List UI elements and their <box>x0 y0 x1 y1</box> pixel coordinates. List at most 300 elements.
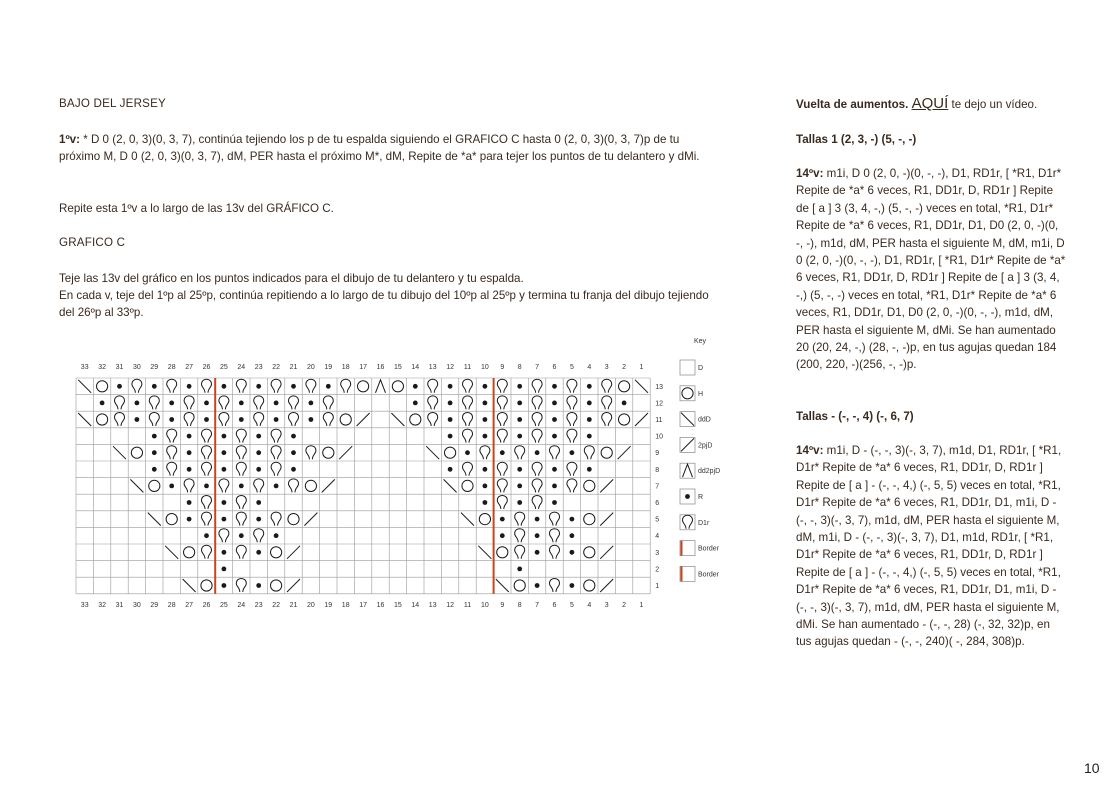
symbol-twisted <box>480 446 490 460</box>
row-label: 1 <box>655 583 660 590</box>
chart-stitch <box>167 446 177 460</box>
symbol-dot <box>685 494 690 499</box>
column-label-top: 15 <box>394 364 402 371</box>
chart-stitch <box>448 417 453 422</box>
symbol-twisted <box>497 479 507 493</box>
chart-stitch <box>187 450 192 455</box>
symbol-dot <box>570 583 575 588</box>
chart-stitch <box>602 396 612 410</box>
chart-stitch <box>600 479 613 492</box>
chart-stitch <box>183 579 196 592</box>
symbol-slash <box>600 579 613 592</box>
symbol-dot <box>239 533 244 538</box>
chart-stitch <box>97 381 108 392</box>
chart-stitch <box>271 580 282 591</box>
chart-stitch <box>517 401 522 406</box>
chart-stitch <box>236 446 246 460</box>
symbol-dot <box>204 417 209 422</box>
chart-stitch <box>483 384 488 389</box>
video-link[interactable]: AQUÍ <box>911 95 949 112</box>
symbol-dot <box>465 450 470 455</box>
chart-stitch <box>184 413 194 427</box>
column-label-bottom: 22 <box>272 601 280 609</box>
column-label-bottom: 1 <box>639 601 644 609</box>
key-item <box>680 386 703 401</box>
chart-stitch <box>587 467 592 472</box>
column-label-bottom: 33 <box>80 601 89 609</box>
symbol-circle <box>410 414 421 425</box>
symbol-twisted <box>254 396 264 410</box>
chart-stitch <box>339 446 352 459</box>
column-label-bottom: 17 <box>359 601 367 609</box>
symbol-dot <box>483 434 488 439</box>
symbol-slash <box>287 579 300 592</box>
column-label-bottom: 3 <box>604 601 609 609</box>
chart-stitch <box>271 429 281 443</box>
chart-stitch <box>496 579 509 592</box>
chart-stitch <box>78 413 91 426</box>
chart-stitch <box>550 579 560 593</box>
column-label-bottom: 4 <box>587 601 592 609</box>
symbol-twisted <box>550 512 560 526</box>
symbol-dot <box>622 401 627 406</box>
column-label-bottom: 14 <box>411 601 420 609</box>
column-label-bottom: 23 <box>254 601 263 609</box>
symbol-backslash <box>113 446 126 459</box>
chart-stitch <box>535 533 540 538</box>
chart-stitch <box>305 480 316 491</box>
symbol-twisted <box>202 545 212 559</box>
chart-stitch <box>131 447 142 458</box>
symbol-dot <box>256 450 261 455</box>
symbol-dot <box>552 467 557 472</box>
symbol-slash <box>618 446 631 459</box>
symbol-dot <box>291 384 296 389</box>
symbol-caret <box>376 380 386 393</box>
symbol-twisted <box>602 379 612 393</box>
chart-stitch <box>202 462 212 476</box>
chart-stitch <box>587 417 592 422</box>
symbol-circle <box>305 480 316 491</box>
chart-stitch <box>256 450 261 455</box>
symbol-circle <box>201 580 212 591</box>
chart-stitch <box>97 414 108 425</box>
symbol-circle <box>271 580 282 591</box>
chart-stitch <box>148 513 161 526</box>
round-14-label-2: 14ºv: <box>796 444 824 457</box>
symbol-dot <box>274 401 279 406</box>
chart-stitch <box>515 529 525 543</box>
chart-stitch <box>392 381 403 392</box>
symbol-dot <box>517 434 522 439</box>
chart-stitch <box>274 533 279 538</box>
chart-stitch <box>187 500 192 505</box>
chart-stitch <box>619 381 630 392</box>
chart-stitch <box>149 413 159 427</box>
chart-stitch <box>497 547 508 558</box>
chart-stitch <box>222 384 227 389</box>
column-label-bottom: 6 <box>552 601 557 609</box>
symbol-dot <box>152 434 157 439</box>
row-label: 11 <box>655 417 663 424</box>
chart-stitch <box>483 434 488 439</box>
symbol-dot <box>135 417 140 422</box>
chart-stitch <box>552 500 557 505</box>
symbol-dot <box>535 583 540 588</box>
symbol-slash <box>600 546 613 559</box>
column-label-bottom: 12 <box>446 601 454 609</box>
symbol-twisted <box>236 512 246 526</box>
column-label-top: 10 <box>481 364 489 371</box>
symbol-dot <box>239 484 244 489</box>
symbol-twisted <box>463 396 473 410</box>
symbol-twisted <box>532 479 542 493</box>
symbol-twisted <box>341 379 351 393</box>
symbol-dot <box>222 384 227 389</box>
column-label-top: 31 <box>115 364 124 371</box>
symbol-dot <box>448 384 453 389</box>
chart-stitch <box>448 467 453 472</box>
chart-stitch <box>567 396 577 410</box>
chart-stitch <box>600 546 613 559</box>
chart-stitch <box>497 429 507 443</box>
chart-stitch <box>169 417 174 422</box>
chart-stitch <box>219 479 229 493</box>
symbol-circle <box>584 514 595 525</box>
chart-stitch <box>326 384 331 389</box>
chart-intro-line-2: En cada v, teje del 1ºp al 25ºp, continúa repitiendo a lo largo de tu dibujo del 10ºp al 25ºp y termina tu franja del dibujo tejiendo del 26ºp al 33ºp. <box>59 289 709 320</box>
chart-stitch <box>517 484 522 489</box>
chart-stitch <box>428 396 438 410</box>
symbol-dot <box>517 484 522 489</box>
symbol-backslash <box>426 446 439 459</box>
chart-stitch <box>254 529 264 543</box>
column-label-bottom: 13 <box>428 601 437 609</box>
symbol-dot <box>448 401 453 406</box>
key-item <box>680 541 720 556</box>
chart-stitch <box>204 401 209 406</box>
column-label-top: 17 <box>359 364 367 371</box>
chart-stitch <box>78 380 91 393</box>
chart-stitch <box>532 496 542 510</box>
chart-stitch <box>567 462 577 476</box>
symbol-twisted <box>497 413 507 427</box>
symbol-circle <box>601 447 612 458</box>
symbol-circle <box>619 414 630 425</box>
chart-stitch <box>483 484 488 489</box>
chart-stitch <box>584 580 595 591</box>
key-item <box>680 566 720 581</box>
symbol-twisted <box>515 512 525 526</box>
symbol-dot <box>222 517 227 522</box>
symbol-twisted <box>289 396 299 410</box>
symbol-dot <box>326 384 331 389</box>
symbol-twisted <box>602 413 612 427</box>
chart-stitch <box>570 517 575 522</box>
column-label-bottom: 21 <box>289 601 298 609</box>
symbol-twisted <box>202 462 212 476</box>
chart-stitch <box>291 450 296 455</box>
chart-stitch <box>166 514 177 525</box>
symbol-backslash <box>478 546 491 559</box>
symbol-twisted <box>532 379 542 393</box>
symbol-dot <box>135 401 140 406</box>
key-item <box>680 515 710 530</box>
chart-stitch <box>187 467 192 472</box>
repeat-paragraph: Repite esta 1ºv a lo largo de las 13v del GRÁFICO C. <box>59 202 334 215</box>
column-label-bottom: 18 <box>341 601 350 609</box>
symbol-slash <box>304 513 317 526</box>
symbol-twisted <box>236 429 246 443</box>
column-label-bottom: 2 <box>622 601 627 609</box>
symbol-twisted <box>202 429 212 443</box>
symbol-twisted <box>149 413 159 427</box>
chart-stitch <box>152 434 157 439</box>
chart-stitch <box>289 413 299 427</box>
chart-stitch <box>271 446 281 460</box>
chart-stitch <box>271 512 281 526</box>
symbol-twisted <box>532 429 542 443</box>
column-label-top: 7 <box>535 364 540 371</box>
symbol-dot <box>152 450 157 455</box>
chart-stitch <box>149 480 160 491</box>
chart-stitch <box>271 379 281 393</box>
chart-stitch <box>535 550 540 555</box>
symbol-twisted <box>497 396 507 410</box>
key-title: Key <box>694 338 707 345</box>
chart-stitch <box>584 547 595 558</box>
symbol-dot <box>222 467 227 472</box>
symbol-circle <box>445 447 456 458</box>
chart-stitch <box>202 429 212 443</box>
column-label-top: 6 <box>552 364 557 371</box>
symbol-dot <box>517 401 522 406</box>
symbol-dot <box>256 384 261 389</box>
symbol-twisted <box>428 379 438 393</box>
column-label-bottom: 15 <box>394 601 402 609</box>
key-label: dd2pjD <box>698 468 721 476</box>
chart-stitch <box>202 512 212 526</box>
chart-stitch <box>497 413 507 427</box>
chart-stitch <box>500 517 505 522</box>
chart-stitch <box>552 384 557 389</box>
chart-stitch <box>287 579 300 592</box>
chart-stitch <box>497 396 507 410</box>
symbol-dot <box>552 500 557 505</box>
chart-stitch <box>202 545 212 559</box>
row-label: 12 <box>655 400 663 408</box>
chart-stitch <box>570 533 575 538</box>
symbol-twisted <box>184 479 194 493</box>
chart-stitch <box>254 396 264 410</box>
chart-stitch <box>187 384 192 389</box>
key-label: D <box>698 365 704 372</box>
symbol-twisted <box>219 479 229 493</box>
column-label-top: 32 <box>98 364 106 371</box>
chart-stitch <box>304 513 317 526</box>
symbol-dot <box>517 467 522 472</box>
chart-stitch <box>222 517 227 522</box>
chart-stitch <box>222 467 227 472</box>
chart-stitch <box>291 384 296 389</box>
symbol-dot <box>535 517 540 522</box>
symbol-circle <box>323 447 334 458</box>
symbol-circle <box>479 514 490 525</box>
chart-stitch <box>341 379 351 393</box>
symbol-circle <box>584 547 595 558</box>
symbol-circle <box>584 480 595 491</box>
chart-stitch <box>169 401 174 406</box>
chart-stitch <box>448 401 453 406</box>
chart-stitch <box>376 380 386 393</box>
symbol-twisted <box>567 479 577 493</box>
chart-stitch <box>550 529 560 543</box>
key-label: Border <box>698 545 720 553</box>
key-label: R <box>698 494 704 501</box>
symbol-twisted <box>271 462 281 476</box>
symbol-dot <box>239 417 244 422</box>
chart-stitch <box>271 547 282 558</box>
chart-stitch <box>115 413 125 427</box>
chart-stitch <box>222 450 227 455</box>
chart-stitch <box>584 446 594 460</box>
heading-bajo-del-jersey: BAJO DEL JERSEY <box>59 97 166 110</box>
chart-stitch <box>535 517 540 522</box>
chart-stitch <box>236 545 246 559</box>
symbol-dot <box>517 417 522 422</box>
column-label-bottom: 20 <box>307 601 315 609</box>
symbol-dot <box>483 384 488 389</box>
chart-stitch <box>570 583 575 588</box>
column-label-top: 5 <box>569 364 574 371</box>
column-label-bottom: 5 <box>569 601 574 609</box>
symbol-twisted <box>236 462 246 476</box>
chart-stitch <box>219 396 229 410</box>
key-label: Border <box>698 571 720 579</box>
chart-stitch <box>514 580 525 591</box>
symbol-twisted <box>219 413 229 427</box>
column-label-top: 12 <box>446 364 454 371</box>
round-14-sizes-2 <box>796 442 1068 651</box>
symbol-slash <box>357 413 370 426</box>
chart-stitch <box>463 379 473 393</box>
symbol-backslash <box>496 579 509 592</box>
chart-stitch <box>552 484 557 489</box>
row-label: 8 <box>655 466 660 474</box>
symbol-dot <box>552 417 557 422</box>
chart-stitch <box>236 512 246 526</box>
symbol-twisted <box>497 496 507 510</box>
column-label-top: 8 <box>517 364 522 371</box>
symbol-twisted <box>567 379 577 393</box>
chart-stitch <box>517 567 522 572</box>
symbol-twisted <box>515 529 525 543</box>
page-number: 10 <box>1084 760 1100 776</box>
symbol-twisted <box>550 579 560 593</box>
chart-stitch <box>167 429 177 443</box>
symbol-dot <box>222 434 227 439</box>
round-1-label: 1ºv: <box>59 133 80 146</box>
chart-stitch <box>601 447 612 458</box>
symbol-slash <box>287 546 300 559</box>
symbol-twisted <box>202 496 212 510</box>
symbol-twisted <box>463 379 473 393</box>
chart-stitch <box>483 467 488 472</box>
symbol-twisted <box>167 446 177 460</box>
symbol-backslash <box>148 513 161 526</box>
symbol-dot <box>517 384 522 389</box>
symbol-twisted <box>184 413 194 427</box>
chart-stitch <box>600 579 613 592</box>
symbol-twisted <box>271 379 281 393</box>
chart-stitch <box>256 550 261 555</box>
symbol-dot <box>204 401 209 406</box>
chart-stitch <box>256 467 261 472</box>
symbol-twisted <box>515 545 525 559</box>
symbol-twisted <box>497 429 507 443</box>
symbol-slash <box>600 479 613 492</box>
symbol-twisted <box>115 396 125 410</box>
chart-stitch <box>291 467 296 472</box>
chart-stitch <box>584 480 595 491</box>
chart-stitch <box>391 413 404 426</box>
chart-stitch <box>532 429 542 443</box>
symbol-twisted <box>515 446 525 460</box>
symbol-dot <box>517 500 522 505</box>
symbol-dot <box>448 467 453 472</box>
round-1-text: * D 0 (2, 0, 3)(0, 3, 7), continúa tejiendo los p de tu espalda siguiendo el GRAFICO C hasta 0 (2, 0, 3)(0, 3, 7)p de tu próximo M, D 0 (2, 0, 3)(0, 3, 7), dM, PER hasta el próximo M*, dM, Repite de *a* para tejer los puntos de tu delantero y dMi. <box>59 133 700 164</box>
chart-stitch <box>187 434 192 439</box>
chart-stitch <box>254 413 264 427</box>
chart-stitch <box>463 429 473 443</box>
key-label: D1r <box>698 519 710 527</box>
chart-stitch <box>445 447 456 458</box>
chart-stitch <box>478 546 491 559</box>
chart-stitch <box>517 467 522 472</box>
chart-stitch <box>306 446 316 460</box>
symbol-twisted <box>202 379 212 393</box>
row-label: 9 <box>655 450 660 458</box>
symbol-twisted <box>289 479 299 493</box>
symbol-twisted <box>567 462 577 476</box>
symbol-backslash <box>130 479 143 492</box>
symbol-twisted <box>236 379 246 393</box>
round-14-sizes-1 <box>796 165 1068 374</box>
symbol-dot <box>256 517 261 522</box>
column-label-bottom: 16 <box>376 601 385 609</box>
column-label-top: 1 <box>639 364 644 371</box>
chart-stitch <box>236 379 246 393</box>
heading-grafico-c: GRAFICO C <box>59 236 126 249</box>
chart-stitch <box>274 401 279 406</box>
symbol-twisted <box>236 446 246 460</box>
chart-stitch <box>532 462 542 476</box>
chart-stitch <box>201 580 212 591</box>
key-swatch <box>680 515 695 530</box>
column-label-bottom: 19 <box>324 601 333 609</box>
chart-stitch <box>132 379 142 393</box>
column-label-top: 14 <box>411 364 420 371</box>
key-item <box>680 412 711 427</box>
symbol-dot <box>587 384 592 389</box>
symbol-twisted <box>167 429 177 443</box>
chart-stitch <box>357 413 370 426</box>
symbol-twisted <box>254 479 264 493</box>
chart-stitch <box>635 413 648 426</box>
symbol-twisted <box>428 413 438 427</box>
symbol-dot <box>204 484 209 489</box>
sizes-heading-1: Tallas 1 (2, 3, -) (5, -, -) <box>796 133 917 146</box>
